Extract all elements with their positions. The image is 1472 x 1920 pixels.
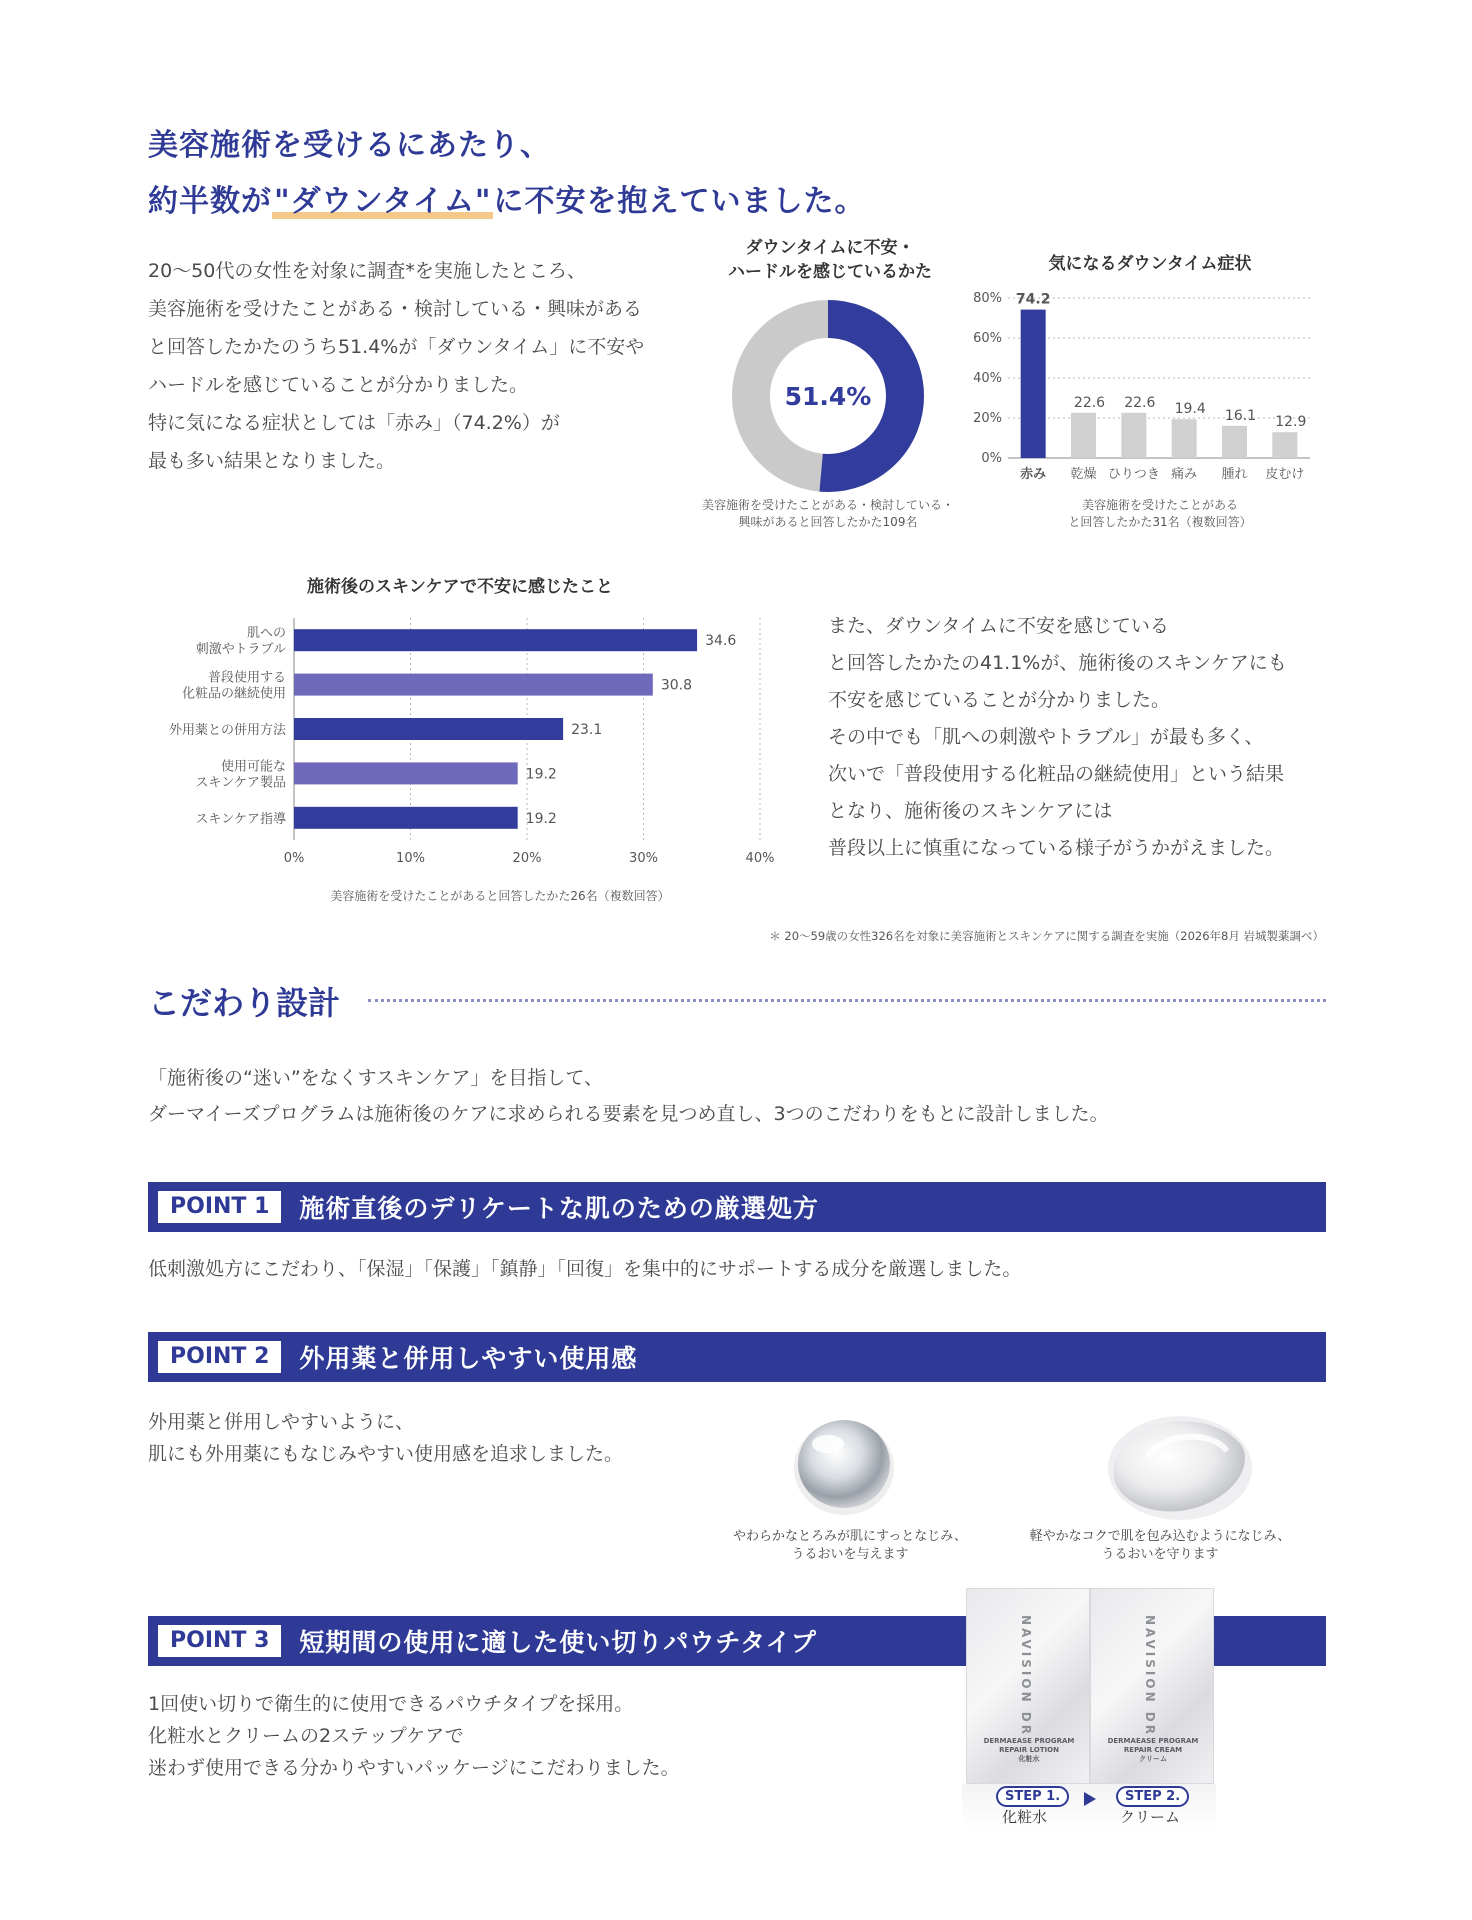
point3-line: 化粧水とクリームの2ステップケアで [148, 1725, 464, 1747]
intro-line: 20～50代の女性を対象に調査*を実施したところ、 [148, 260, 586, 282]
y-tick-label: 0% [981, 451, 1002, 466]
x-tick-label: 10% [396, 851, 425, 866]
bar [1071, 413, 1096, 458]
category-label: 皮むけ [1265, 467, 1305, 482]
lotion-pouch-name1: DERMAEASE PROGRAM [983, 1737, 1075, 1745]
step2-badge: STEP 2. [1116, 1786, 1189, 1807]
intro-line: 特に気になる症状としては「赤み」（74.2%）が [148, 412, 560, 434]
donut-chart-note: 美容施術を受けたことがある・検討している・ 興味があると回答したかた109名 [701, 498, 954, 529]
donut-chart [728, 296, 928, 496]
bar [294, 718, 563, 740]
hero-title-post: に不安を抱えていました。 [493, 184, 866, 219]
point3-line: 迷わず使用できる分かりやすいパッケージにこだわりました。 [148, 1757, 680, 1779]
skincare-worry-bar-chart [148, 612, 788, 872]
lotion-texture-image [784, 1406, 904, 1526]
hbar-chart-title: 施術後のスキンケアで不安に感じたこと [307, 577, 613, 597]
bar-value-label: 19.4 [1174, 401, 1206, 418]
bar [294, 762, 518, 784]
bar [1222, 426, 1247, 458]
lotion-pouch-brand: NAVISION DR [1019, 1615, 1033, 1737]
survey-footnote: ＊ 20～59歳の女性326名を対象に美容施術とスキンケアに関する調査を実施（2026年8月 岩城製薬調べ） [769, 929, 1324, 943]
point1-title: 施術直後のデリケートな肌のための厳選処方 [299, 1194, 819, 1223]
cream-caption-line: うるおいを守ります [1101, 1547, 1219, 1562]
sub-text [828, 608, 1287, 867]
step1-name: 化粧水 [1002, 1808, 1048, 1826]
category-label: 腫れ [1221, 467, 1248, 482]
intro-line: ハードルを感じていることが分かりました。 [148, 374, 529, 396]
cream-pouch-name2: REPAIR CREAM [1123, 1746, 1183, 1754]
sub-line: また、ダウンタイムに不安を感じている [828, 615, 1169, 637]
x-tick-label: 30% [629, 851, 658, 866]
point2-line: 肌にも外用薬にもなじみやすい使用感を追求しました。 [148, 1443, 624, 1465]
category-label: 使用可能な [220, 759, 286, 775]
lotion-pouch-name2: REPAIR LOTION [999, 1746, 1059, 1754]
intro-text [148, 252, 644, 480]
hero-title-pre: 約半数が [148, 184, 272, 219]
intro-line: 最も多い結果となりました。 [148, 450, 396, 472]
sub-line: 普段以上に慎重になっている様子がうかがえました。 [828, 837, 1285, 859]
sub-line: と回答したかたの41.1%が、施術後のスキンケアにも [828, 652, 1287, 674]
point2-title: 外用薬と併用しやすい使用感 [299, 1344, 638, 1373]
bar-chart-note: 美容施術を受けたことがある と回答したかた31名（複数回答） [1068, 498, 1252, 529]
y-tick-label: 80% [973, 291, 1002, 306]
bar [1272, 432, 1297, 458]
symptom-bar-chart [960, 280, 1320, 486]
bar [294, 629, 697, 651]
point3-text [148, 1688, 680, 1784]
bar-value-label: 16.1 [1224, 407, 1257, 424]
cream-caption [1010, 1528, 1310, 1564]
point2-text [148, 1406, 623, 1470]
cream-texture-image [1092, 1396, 1262, 1526]
bar-value-label: 30.8 [660, 677, 692, 694]
hero-title-line1: 美容施術を受けるにあたり、 [148, 128, 551, 163]
bar-value-label: 74.2 [1015, 291, 1051, 308]
hbar-chart-note: 美容施術を受けたことがあると回答したかた26名（複数回答） [330, 889, 670, 903]
section-title: こだわり設計 [148, 984, 341, 1022]
bar-value-label: 22.6 [1073, 394, 1106, 411]
donut-chart-title: ダウンタイムに不安・ ハードルを感じているかた [728, 238, 932, 282]
cream-pouch [1090, 1588, 1214, 1784]
bar-value-label: 19.2 [525, 766, 557, 783]
section-lead-line: 「施術後の“迷い”をなくすスキンケア」を目指して、 [148, 1067, 603, 1089]
bar [294, 674, 653, 696]
pouch-step-strip [962, 1784, 1216, 1828]
cream-caption-line: 軽やかなコクで肌を包み込むようになじみ、 [1029, 1529, 1291, 1544]
bar [294, 807, 518, 829]
bar-value-label: 34.6 [705, 633, 737, 650]
intro-line: 美容施術を受けたことがある・検討している・興味がある [148, 298, 643, 320]
cream-pouch-label [1095, 1737, 1211, 1764]
bar [1021, 310, 1046, 458]
point2-line: 外用薬と併用しやすいように、 [148, 1411, 415, 1433]
lotion-pouch-name3: 化粧水 [1018, 1755, 1040, 1763]
point3-tag: POINT 3 [158, 1625, 281, 1657]
point1-text [148, 1253, 1021, 1285]
category-label: スキンケア製品 [195, 775, 286, 791]
donut-center-label: 51.4% [784, 382, 872, 411]
category-label: 普段使用する [207, 670, 286, 686]
sub-line: 不安を感じていることが分かりました。 [828, 689, 1171, 711]
sub-line: となり、施術後のスキンケアには [828, 800, 1113, 822]
point3-line: 1回使い切りで衛生的に使用できるパウチタイプを採用。 [148, 1693, 634, 1715]
hero-title-line2 [148, 174, 865, 230]
category-label: 刺激やトラブル [195, 642, 286, 658]
sub-line: その中でも「肌への刺激やトラブル」が最も多く、 [828, 726, 1264, 748]
point1-line: 低刺激処方にこだわり、「保湿」「保護」「鎮静」「回復」を集中的にサポートする成分を厳選しました。 [148, 1258, 1022, 1280]
category-label: 肌への [246, 626, 286, 642]
intro-line: と回答したかたのうち51.4%が「ダウンタイム」に不安や [148, 336, 645, 358]
lotion-caption [700, 1528, 1000, 1564]
category-label: ひりつき [1107, 467, 1160, 482]
point3-title: 短期間の使用に適した使い切りパウチタイプ [299, 1628, 817, 1657]
cream-pouch-name3: クリーム [1139, 1755, 1167, 1763]
point2-tag: POINT 2 [158, 1341, 281, 1373]
category-label: 化粧品の継続使用 [181, 686, 286, 702]
bar [1121, 413, 1146, 458]
x-tick-label: 20% [512, 851, 542, 866]
bar-chart-title: 気になるダウンタイム症状 [1048, 254, 1252, 274]
category-label: 痛み [1171, 467, 1198, 482]
bar-value-label: 23.1 [571, 722, 603, 738]
pouch-product-image [962, 1588, 1216, 1828]
step2-name: クリーム [1120, 1808, 1181, 1826]
cream-pouch-brand: NAVISION DR [1143, 1615, 1157, 1737]
section-lead-line: ダーマイーズプログラムは施術後のケアに求められる要素を見つめ直し、3つのこだわりをもとに設計しました。 [148, 1103, 1109, 1125]
point2-header [148, 1332, 1326, 1382]
category-label: スキンケア指導 [195, 811, 286, 827]
y-tick-label: 20% [973, 411, 1002, 426]
bar-value-label: 19.2 [525, 810, 557, 827]
section-lead [148, 1060, 1109, 1132]
section-divider [368, 999, 1326, 1002]
x-tick-label: 0% [283, 851, 305, 866]
cream-pouch-name1: DERMAEASE PROGRAM [1107, 1737, 1199, 1745]
hero-title-highlight: "ダウンタイム" [274, 184, 492, 219]
y-tick-label: 40% [973, 371, 1002, 386]
category-label: 乾燥 [1070, 467, 1097, 482]
arrow-right-icon [1084, 1792, 1096, 1806]
hero-title [148, 118, 865, 230]
category-label: 外用薬との併用方法 [168, 723, 286, 738]
sub-line: 次いで「普段使用する化粧品の継続使用」という結果 [828, 763, 1285, 785]
lotion-pouch-label [971, 1737, 1087, 1764]
x-tick-label: 40% [745, 851, 775, 866]
bar [1172, 419, 1197, 458]
bar-value-label: 22.6 [1124, 394, 1156, 411]
lotion-caption-line: やわらかなとろみが肌にすっとなじみ、 [732, 1529, 967, 1544]
point1-header [148, 1182, 1326, 1232]
category-label: 赤み [1020, 467, 1047, 482]
lotion-pouch [966, 1588, 1090, 1784]
point1-tag: POINT 1 [158, 1191, 281, 1223]
bar-value-label: 12.9 [1275, 414, 1307, 431]
y-tick-label: 60% [973, 331, 1002, 346]
step1-badge: STEP 1. [996, 1786, 1069, 1807]
lotion-caption-line: うるおいを与えます [791, 1547, 909, 1562]
